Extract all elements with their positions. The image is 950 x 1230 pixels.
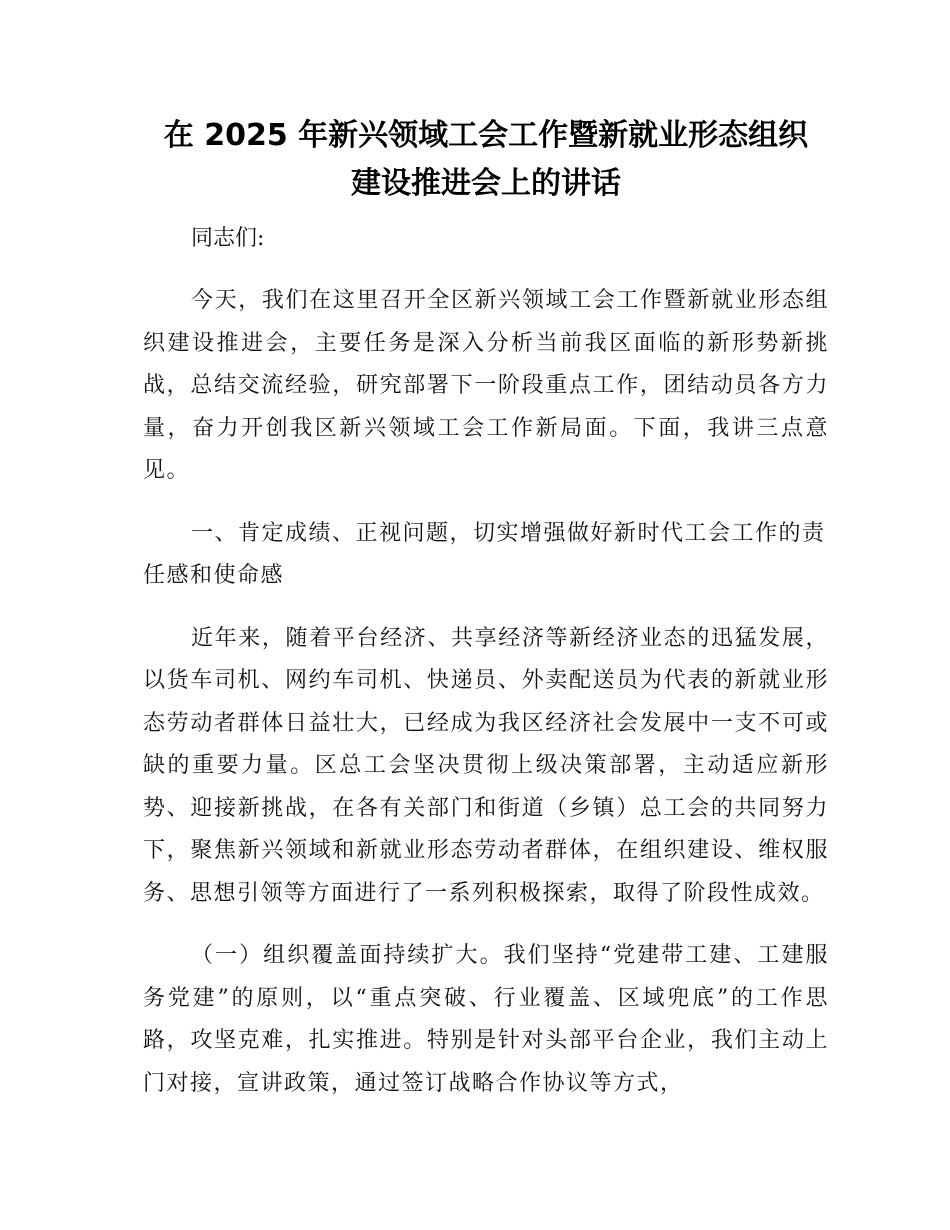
intro-paragraph: 今天，我们在这里召开全区新兴领域工会工作暨新就业形态组织建设推进会，主要任务是深入分析当前我区面临的新形势新挑战，总结交流经验，研究部署下一阶段重点工作，团结动员各方力量，奋力开创我区新兴领域工会工作新局面。下面，我讲三点意见。 xyxy=(143,288,829,483)
title-line-2: 建设推进会上的讲话 xyxy=(351,166,621,201)
document-title xyxy=(143,112,829,208)
document-page xyxy=(143,112,829,1105)
title-line-1: 在 2025 年新兴领域工会工作暨新就业形态组织 xyxy=(163,118,809,153)
subsection-1-paragraph: （一）组织覆盖面持续扩大。我们坚持“党建带工建、工建服务党建”的原则，以“重点突破、行业覆盖、区域兜底”的工作思路，攻坚克难，扎实推进。特别是针对头部平台企业，我们主动上门对接，宣讲政策，通过签订战略合作协议等方式， xyxy=(143,943,829,1096)
salutation: 同志们: xyxy=(191,226,265,251)
section-1-body: 近年来，随着平台经济、共享经济等新经济业态的迅猛发展，以货车司机、网约车司机、快递员、外卖配送员为代表的新就业形态劳动者群体日益壮大，已经成为我区经济社会发展中一支不可或缺的重要力量。区总工会坚决贯彻上级决策部署，主动适应新形势、迎接新挑战，在各有关部门和街道（乡镇）总工会的共同努力下，聚焦新兴领域和新就业形态劳动者群体，在组织建设、维权服务、思想引领等方面进行了一系列积极探索，取得了阶段性成效。 xyxy=(143,625,829,906)
section-1-heading: 一、肯定成绩、正视问题，切实增强做好新时代工会工作的责任感和使命感 xyxy=(143,520,826,588)
